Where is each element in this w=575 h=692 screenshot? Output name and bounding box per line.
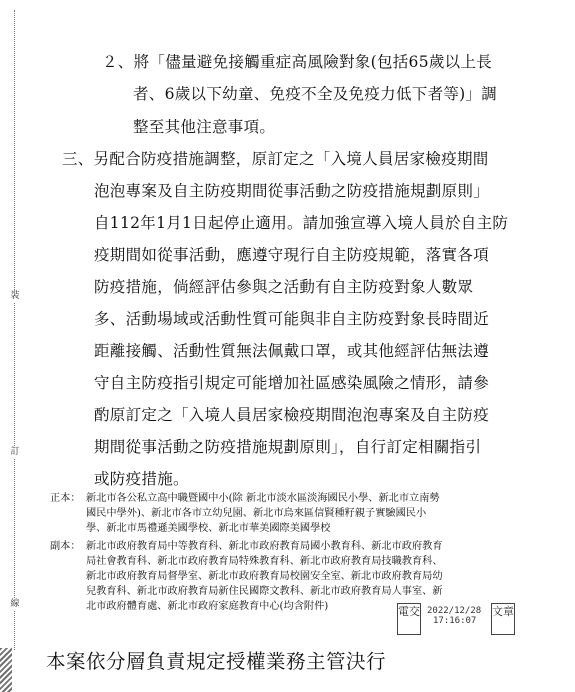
body-line: ２、將「儘量避免接觸重症高風險對象(包括65歲以上長 bbox=[102, 53, 493, 71]
binding-mark-line: 線 bbox=[10, 599, 20, 609]
body-line: 防疫措施，倘經評估參與之活動有自主防疫對象人數眾 bbox=[94, 278, 474, 296]
body-line: 酌原訂定之「入境人員居家檢疫期間泡泡專案及自主防疫 bbox=[94, 406, 490, 424]
recipients-label: 正本： bbox=[50, 493, 81, 504]
copies-label: 副本： bbox=[50, 541, 81, 552]
copies-line: 局社會教育科、新北市政府教育局特殊教育科、新北市政府教育局技職教育科、 bbox=[86, 556, 443, 567]
body-line: 整至其他注意事項。 bbox=[133, 118, 276, 136]
binding-mark-bind: 裝 bbox=[10, 291, 20, 301]
body-line: 或防疫措施。 bbox=[94, 470, 189, 488]
body-line: 期間從事活動之防疫措施規劃原則」，自行訂定相關指引 bbox=[94, 438, 482, 456]
electronic-seal bbox=[397, 603, 519, 637]
seal-time: 17:16:07 bbox=[433, 616, 477, 626]
seal-right-box: 文章 bbox=[491, 603, 515, 635]
body-line: 三、另配合防疫措施調整，原訂定之「入境人員居家檢疫期間 bbox=[62, 150, 489, 168]
body-line: 疫期間如從事活動，應遵守現行自主防疫規範，落實各項 bbox=[94, 246, 490, 264]
recipients-line: 國民中學外)、新北市各市立幼兒園、新北市烏來區信賢種籽親子實驗國民小 bbox=[86, 508, 427, 519]
copies-line: 新北市政府教育局中等教育科、新北市政府教育局國小教育科、新北市政府教育 bbox=[86, 541, 443, 552]
seal-datetime bbox=[427, 606, 481, 626]
body-line: 自112年1月1日起停止適用。請加強宣導入境人員於自主防 bbox=[94, 214, 509, 232]
binding-line bbox=[14, 10, 15, 650]
corner-stamp-graphic bbox=[0, 648, 12, 692]
body-line: 距離接觸、活動性質無法佩戴口罩，或其他經評估無法遵 bbox=[94, 342, 490, 360]
recipients-line: 學、新北市馬禮遜美國學校、新北市華美國際美國學校 bbox=[86, 523, 331, 534]
recipients-line: 新北市各公私立高中職暨國中小(除 新北市淡水區淡海國民小學、新北市立南勢 bbox=[86, 493, 440, 504]
body-line: 守自主防疫指引規定可能增加社區感染風險之情形，請參 bbox=[94, 374, 490, 392]
copies-line: 新北市政府教育局督學室、新北市政府教育局校園安全室、新北市政府教育局幼 bbox=[86, 571, 443, 582]
binding-mark-stitch: 訂 bbox=[10, 447, 20, 457]
seal-date: 2022/12/28 bbox=[427, 606, 482, 616]
body-line: 者、6歲以下幼童、免疫不全及免疫力低下者等)」調 bbox=[133, 85, 498, 103]
body-line: 泡泡專案及自主防疫期間從事活動之防疫措施規劃原則」 bbox=[94, 182, 490, 200]
copies-line: 兒教育科、新北市政府教育局新住民國際文教科、新北市政府教育局人事室、新 bbox=[86, 586, 443, 597]
authorization-footer: 本案依分層負責規定授權業務主管決行 bbox=[46, 650, 387, 673]
body-line: 多、活動場域或活動性質可能與非自主防疫對象長時間近 bbox=[94, 310, 490, 328]
copies-line: 北市政府體育處、新北市政府家庭教育中心(均含附件) bbox=[86, 601, 329, 612]
seal-left-box: 電交 bbox=[397, 603, 421, 635]
